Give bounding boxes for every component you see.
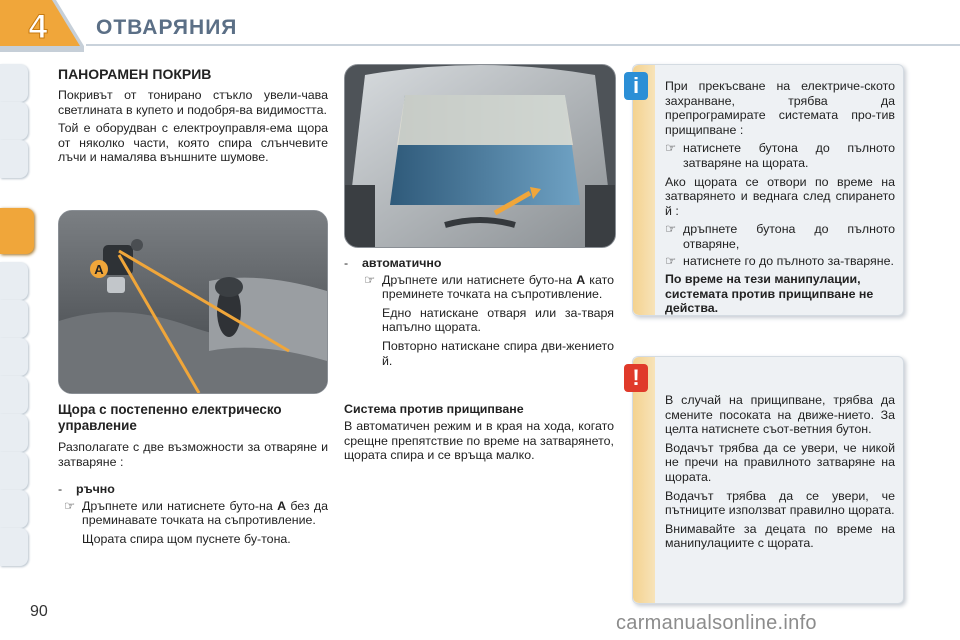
auto-dash: - — [344, 256, 349, 270]
pointing-hand-icon: ☞ — [665, 253, 677, 268]
warning-box — [632, 356, 904, 604]
antipinch-title: Система против прищипване — [344, 402, 524, 416]
side-tab-8[interactable] — [0, 376, 28, 414]
watermark: carmanualsonline.info — [616, 612, 817, 634]
warning-paragraph-3: Водачът трябва да се увери, че пътниците използват правилно щората. — [665, 488, 895, 518]
side-tab-5[interactable] — [0, 262, 28, 300]
pointing-hand-icon: ☞ — [64, 498, 76, 513]
intro-paragraph-1: Покривът от тонирано стъкло увели-чава светлината в купето и подобря-ва видимостта. — [58, 88, 328, 117]
button-a-ref: A — [576, 272, 586, 287]
intro-paragraph-2: Той е оборудван с електроуправля-ема щора от няколко части, която спира слънчевите лъчи и намалява външните шумове. — [58, 121, 328, 165]
info-bold-note: По време на тези манипулации, системата против прищипване не действа. — [665, 272, 874, 316]
warning-paragraph-2: Водачът трябва да се увери, че никой не пречи на правилното затваряне на щората. — [665, 440, 895, 484]
console-photo — [58, 210, 328, 394]
manual-dash: - — [58, 482, 63, 496]
auto-single-press: Едно натискане отваря или за-тваря напълно щората. — [382, 305, 614, 335]
warning-box-content — [655, 357, 903, 603]
side-tab-12[interactable] — [0, 528, 28, 566]
info-box-content — [655, 65, 903, 315]
manual-mode — [58, 482, 328, 546]
side-tab-11[interactable] — [0, 490, 28, 528]
header-divider — [86, 44, 960, 46]
pointing-hand-icon: ☞ — [665, 222, 677, 237]
roof-photo — [344, 64, 616, 248]
info-box-strip — [633, 65, 655, 315]
side-tab-10[interactable] — [0, 452, 28, 490]
side-tab-9[interactable] — [0, 414, 28, 452]
automatic-mode — [344, 256, 614, 368]
warning-icon: ! — [624, 364, 648, 392]
chapter-number: 4 — [28, 8, 48, 46]
side-tab-active[interactable] — [0, 208, 34, 254]
warning-paragraph-1: В случай на прищипване, трябва да смените посоката на движе-нието. За целта натиснете съот-ветния бутон. — [665, 393, 895, 437]
manual-result: Щората спира щом пуснете бу-тона. — [82, 531, 291, 546]
info-bullet-3: натиснете го до пълното за-тваряне. — [683, 253, 894, 268]
auto-second-press: Повторно натискане спира дви-жението й. — [382, 338, 614, 368]
chapter-number-badge — [0, 0, 90, 56]
info-bullet-1: натиснете бутона до пълното затваряне на щората. — [683, 141, 895, 170]
auto-instruction: Дръпнете или натиснете буто-на A като преминете точката на съпротивление. — [382, 272, 614, 302]
auto-label: автоматично — [362, 256, 442, 270]
info-bullet-2: дръпнете бутона до пълното отваряне, — [683, 222, 895, 251]
subsection-title: Щора с постепенно електрическо управление — [58, 402, 282, 433]
warning-box-strip — [633, 357, 655, 603]
photo-label-a: A — [94, 262, 104, 277]
section-title: ПАНОРАМЕН ПОКРИВ — [58, 66, 212, 82]
side-tab-6[interactable] — [0, 300, 28, 338]
button-a-ref: A — [277, 498, 287, 513]
intro-text — [58, 88, 328, 169]
console-illustration — [59, 211, 327, 393]
chapter-title: ОТВАРЯНИЯ — [96, 16, 238, 39]
pointing-hand-icon: ☞ — [364, 272, 376, 287]
pointing-hand-icon: ☞ — [665, 141, 677, 156]
info-icon: i — [624, 72, 648, 100]
manual-label: ръчно — [76, 482, 115, 496]
page-number: 90 — [30, 603, 48, 620]
side-tab-2[interactable] — [0, 102, 28, 140]
side-tab-1[interactable] — [0, 64, 28, 102]
info-box — [632, 64, 904, 316]
info-paragraph-2: Ако щората се отвори по време на затварянето и веднага след спирането й : — [665, 174, 895, 218]
side-tab-3[interactable] — [0, 140, 28, 178]
warning-paragraph-4: Внимавайте за децата по време на манипулациите с щората. — [665, 521, 895, 551]
info-paragraph-1: При прекъсване на електриче-ското захранване, трябва да препрограмирате системата про-тив прищипване : — [665, 79, 895, 137]
antipinch-text: В автоматичен режим и в края на хода, когато срещне препятствие по време на затварянето, щората спира и се връща малко. — [344, 419, 614, 463]
roof-illustration — [345, 65, 615, 247]
side-tab-7[interactable] — [0, 338, 28, 376]
manual-instruction: Дръпнете или натиснете буто-на A без да преминавате точката на съпротивление. — [82, 498, 329, 528]
options-intro: Разполагате с две възможности за отваряне и затваряне : — [58, 440, 328, 469]
